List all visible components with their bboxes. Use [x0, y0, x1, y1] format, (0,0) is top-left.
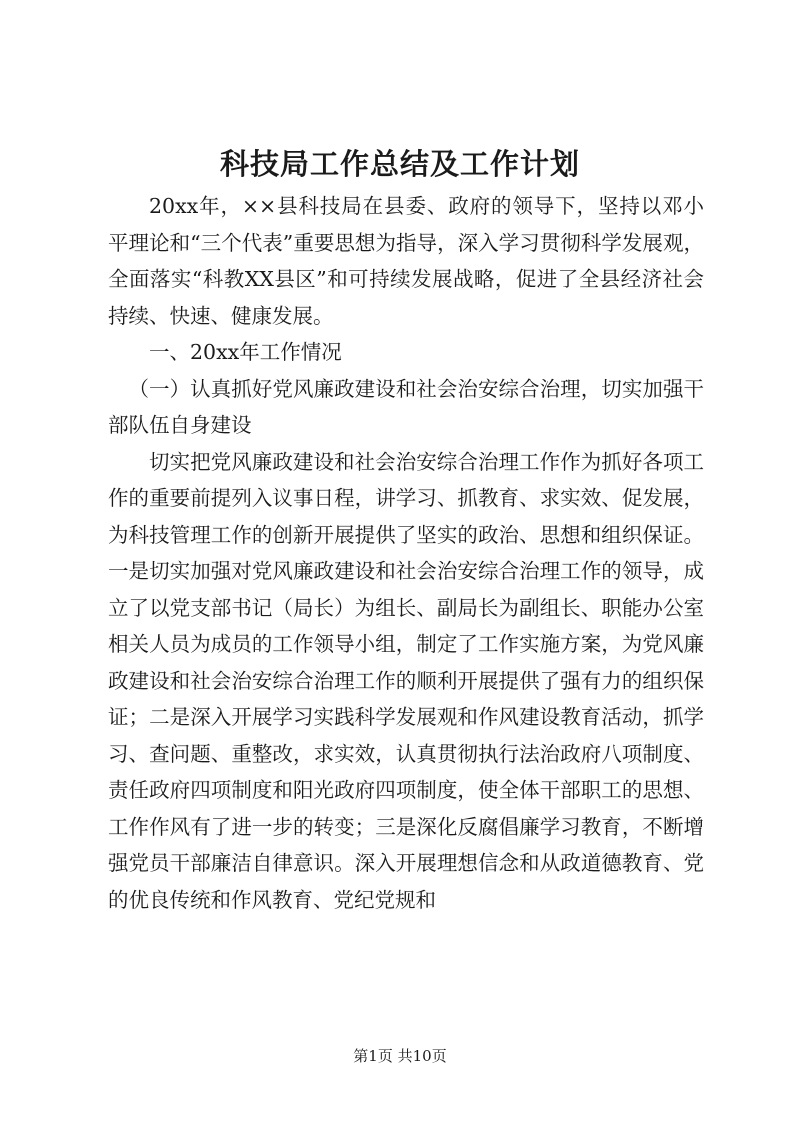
section-heading: 一、20xx年工作情况	[149, 340, 342, 364]
body-paragraph: 切实把党风廉政建设和社会治安综合治理工作作为抓好各项工作的重要前提列入议事日程，讲学习、抓教育、求实效、促发展，为科技管理工作的创新开展提供了坚实的政治、思想和组织保证。一是切实加强对党风廉政建设和社会治安综合治理工作的领导，成立了以党支部书记（局长）为组长、副局长为副组长、职能办公室相关人员为成员的工作领导小组，制定了工作实施方案，为党风廉政建设和社会治安综合治理工作的顺利开展提供了强有力的组织保证；二是深入开展学习实践科学发展观和作风建设教育活动，抓学习、查问题、重整改，求实效，认真贯彻执行法治政府八项制度、责任政府四项制度和阳光政府四项制度，使全体干部职工的思想、工作作风有了进一步的转变；三是深化反腐倡廉学习教育，不断增强党员干部廉洁自律意识。深入开展理想信念和从政道德教育、党的优良传统和作风教育、党纪党规和	[108, 449, 704, 912]
subsection-heading: （一）认真抓好党风廉政建设和社会治安综合治理，切实加强干部队伍自身建设	[108, 376, 704, 437]
document-body	[108, 188, 704, 918]
page-number-footer: 第1页 共10页	[353, 1047, 447, 1065]
document-title: 科技局工作总结及工作计划	[219, 147, 580, 181]
intro-paragraph: 20xx年，××县科技局在县委、政府的领导下，坚持以邓小平理论和“三个代表”重要思想为指导，深入学习贯彻科学发展观，全面落实“科教XX县区”和可持续发展战略，促进了全县经济社会持续、快速、健康发展。	[108, 194, 704, 328]
